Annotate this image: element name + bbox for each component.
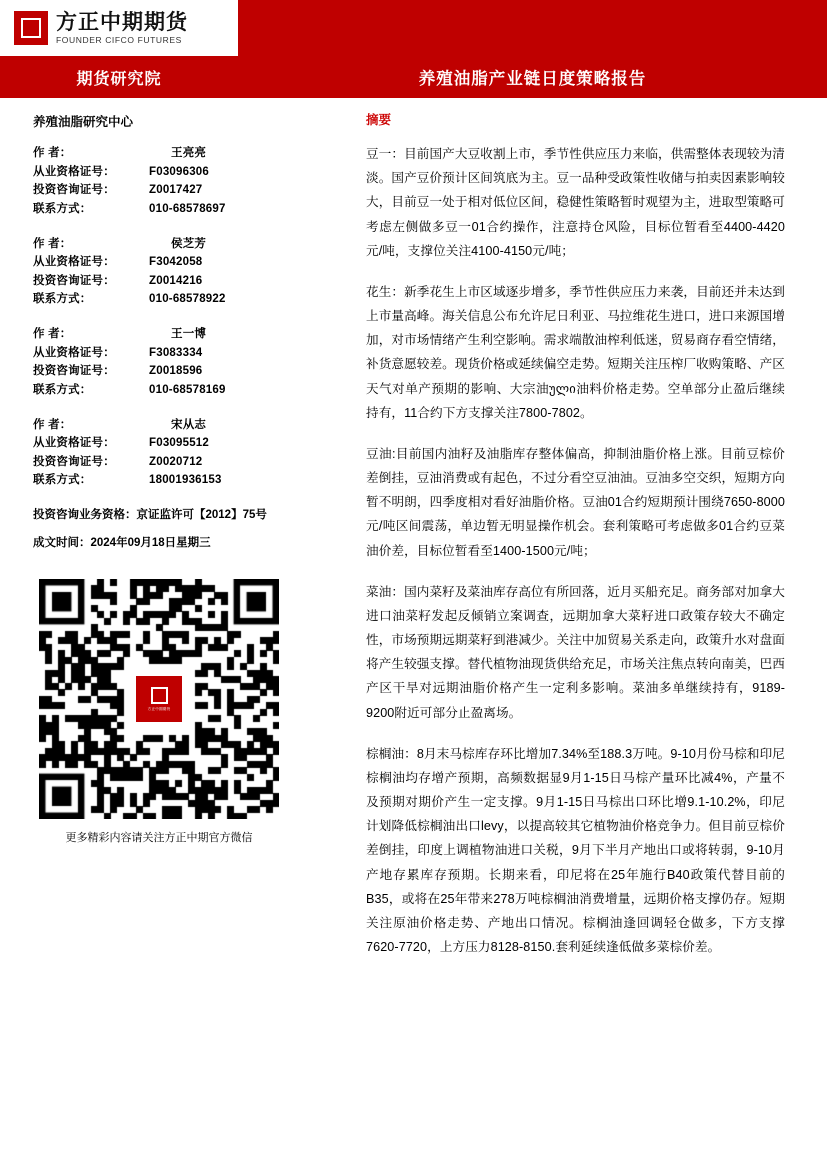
practice-row [33, 163, 332, 182]
consult-number: Z0020712 [149, 455, 203, 468]
practice-number: F3083334 [149, 346, 203, 359]
practice-label: 从业资格证号： [33, 165, 115, 178]
contact-label: 联系方式： [33, 474, 92, 487]
author-block [33, 325, 332, 400]
consult-number: Z0014216 [149, 274, 203, 287]
consult-label: 投资咨询证号： [33, 184, 115, 197]
contact-row [33, 200, 332, 219]
logo-chinese-name: 方正中期期货 [56, 10, 188, 34]
consult-row [33, 453, 332, 472]
practice-row [33, 434, 332, 453]
contact-row [33, 471, 332, 490]
right-column [360, 98, 827, 1169]
logo-text [56, 12, 188, 45]
qr-center-text: 方正中期期货 [147, 706, 171, 711]
practice-label: 从业资格证号： [33, 437, 115, 450]
contact-label: 联系方式： [33, 383, 92, 396]
author-row [33, 416, 332, 435]
practice-label: 从业资格证号： [33, 256, 115, 269]
contact-value: 010-68578169 [149, 383, 226, 396]
author-block [33, 144, 332, 219]
practice-label: 从业资格证号： [33, 346, 115, 359]
contact-value: 010-68578922 [149, 293, 226, 306]
qr-logo-mark-icon [151, 687, 168, 704]
author-name: 王亮亮 [171, 147, 207, 159]
logo-english-name: FOUNDER CIFCO FUTURES [56, 34, 182, 45]
consult-row [33, 181, 332, 200]
summary-paragraph-palm-oil: 棕榈油：8月末马棕库存环比增加7.34%至188.3万吨。9-10月份马棕和印尼棕榈油均存增产预期，高频数据显9月1-15日马棕产量环比减4%，产量不及预期对期价产生一定支撑。9月1-15日马棕出口环比增9.1-10.2%，印尼计划降低棕榈油出口levy，以提高较其它植物油价格竞争力。但目前豆棕价差倒挂，印度上调植物油进口关税，9月下半月产地出口或将转弱，9-10月产地存累库存预期。长期来看，印尼将在25年施行B40政策代替目前的B35，或将在25年带来278万吨棕榈油消费增量，远期价格支撑仍存。短期关注原油价格走势、产地出口情况。棕榈油逢回调轻仓做多，下方支撑7620-7720，上方压力8128-8150.套利延续逢低做多菜棕价差。 [366, 746, 785, 955]
author-block [33, 416, 332, 491]
consult-label: 投资咨询证号： [33, 274, 115, 287]
contact-value: 010-68578697 [149, 202, 226, 215]
author-row [33, 235, 332, 254]
author-row [33, 144, 332, 163]
header-subtitle [0, 56, 238, 98]
consult-label: 投资咨询证号： [33, 455, 115, 468]
page-title [238, 56, 827, 98]
qr-code-block [39, 579, 279, 845]
company-logo [0, 0, 238, 56]
summary-paragraph-soybean-oil: 豆油:目前国内油籽及油脂库存整体偏高，抑制油脂价格上涨。目前豆棕价差倒挂，豆油消费或有起色，不过分看空豆油油。豆油多空交织，短期方向暂不明朗，四季度相对看好油脂价格。豆油01合约短期预计围绕7650-8000元/吨区间震荡，单边暂无明显操作机会。套利策略可考虑做多01合约豆菜油价差，目标位暂看至1400-1500元/吨； [366, 446, 785, 558]
qr-code-image [39, 579, 279, 819]
contact-label: 联系方式： [33, 293, 92, 306]
practice-number: F03096306 [149, 165, 209, 178]
header-subtitle-text: 期货研究院 [76, 70, 162, 88]
qr-center-logo [133, 673, 185, 725]
publish-date: 成文时间：2024年09月18日星期三 [33, 536, 211, 549]
consult-row [33, 272, 332, 291]
author-block [33, 235, 332, 310]
contact-row [33, 290, 332, 309]
consult-number: Z0017427 [149, 184, 203, 197]
summary-paragraph-peanut: 花生：新季花生上市区域逐步增多，季节性供应压力来袭，目前还并未达到上市量高峰。海关信息公布允许尼日利亚、马拉维花生进口，进口来源国增加，对市场情绪产生利空影响。需求端散油榨利低迷，贸易商存看空情绪，补货意愿较差。现货价格或延续偏空走势。短期关注压榨厂收购策略、产区天气对单产预期的影响、大宗油ული油料价格走势。空单部分止盈后继续持有，11合约下方支撑关注7800-7802。 [366, 284, 785, 420]
contact-label: 联系方式： [33, 202, 92, 215]
page-title-text: 养殖油脂产业链日度策略报告 [418, 70, 647, 88]
author-name: 侯芝芳 [171, 237, 207, 250]
department-title: 养殖油脂研究中心 [33, 115, 134, 129]
practice-row [33, 344, 332, 363]
consult-row [33, 362, 332, 381]
summary-heading: 摘要 [366, 113, 392, 127]
consult-label: 投资咨询证号： [33, 365, 115, 378]
logo-mark-icon [14, 11, 48, 45]
author-label: 作 者： [33, 237, 72, 250]
practice-number: F03095512 [149, 437, 209, 450]
summary-paragraph-soybean-one: 豆一：目前国产大豆收割上市，季节性供应压力来临，供需整体表现较为清淡。国产豆价预计区间筑底为主。豆一品种受政策性收储与拍卖因素影响较大，目前豆一处于相对低位区间，稳健性策略暂时观望为主，进取型策略可考虑左侧做多豆一01合约操作，注意持仓风险，目标位暂看至4400-4420元/吨，支撑位关注4100-4150元/吨； [366, 147, 785, 258]
left-column [0, 98, 352, 1169]
consult-number: Z0018596 [149, 365, 203, 378]
qualification-text: 投资咨询业务资格：京证监许可【2012】75号 [33, 509, 267, 521]
contact-value: 18001936153 [149, 474, 222, 487]
practice-number: F3042058 [149, 256, 203, 269]
author-label: 作 者： [33, 418, 72, 431]
contact-row [33, 381, 332, 400]
author-name: 王一博 [171, 328, 207, 340]
qr-caption: 更多精彩内容请关注方正中期官方微信 [65, 832, 253, 845]
author-label: 作 者： [33, 328, 72, 340]
practice-row [33, 253, 332, 272]
summary-paragraph-rapeseed-oil: 菜油：国内菜籽及菜油库存高位有所回落，近月买船充足。商务部对加拿大进口油菜籽发起反倾销立案调查，远期加拿大菜籽进口政策存较大不确定性，市场预期远期菜籽到港减少。关注中加贸易关系走向，政策升水对盘面将产生较强支撑。替代植物油现货供给充足，市场关注焦点转向南美，巴西产区干旱对远期油脂价格产生一定利多影响。菜油多单继续持有，9189-9200附近可部分止盈离场。 [366, 584, 785, 720]
author-name: 宋从志 [171, 418, 207, 431]
author-row [33, 325, 332, 344]
author-label: 作 者： [33, 147, 72, 159]
